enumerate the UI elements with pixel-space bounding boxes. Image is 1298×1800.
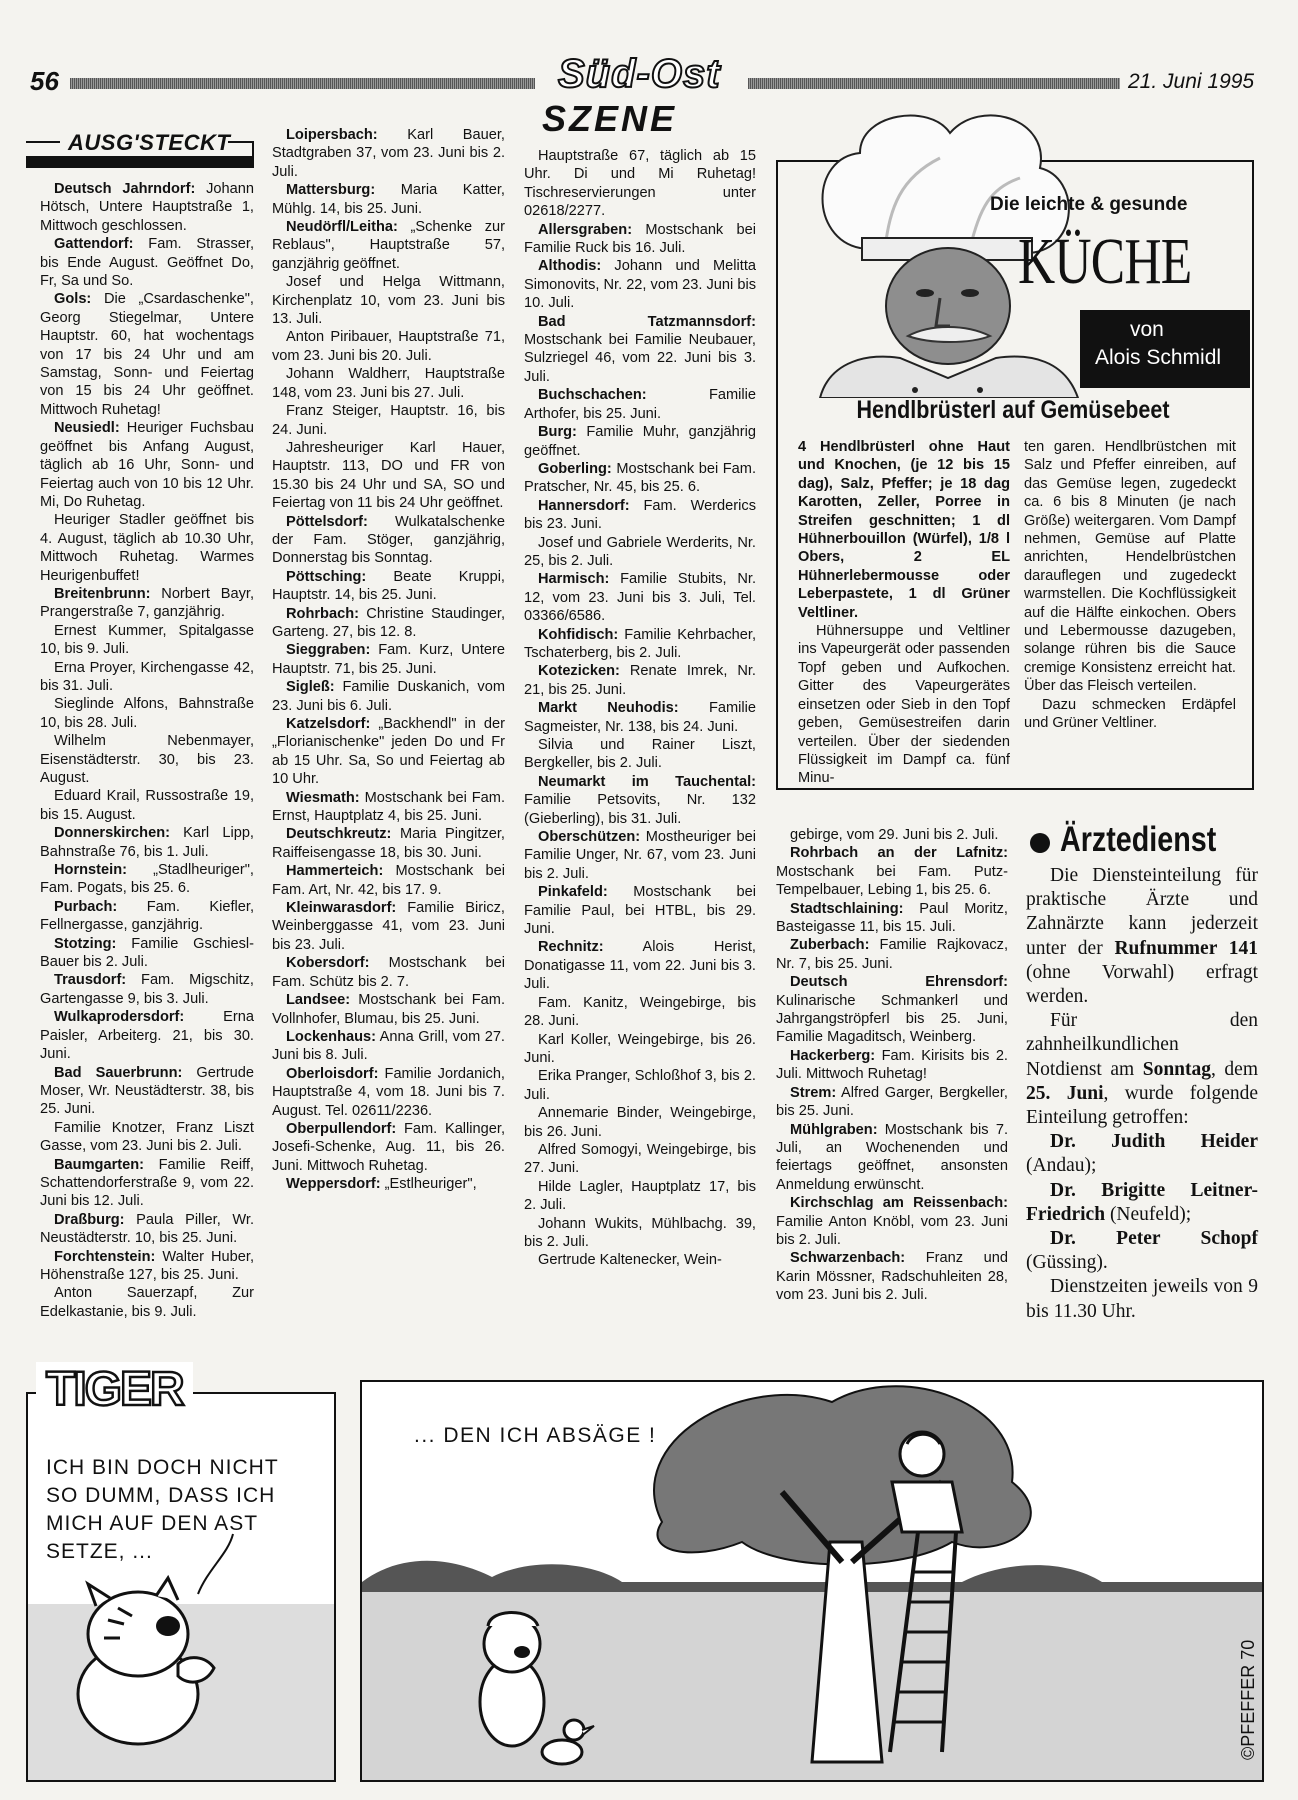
listing-place: Wiesmath:: [286, 789, 360, 806]
listing-entry: [40, 1008, 254, 1063]
listing-place: Pöttsching:: [286, 568, 367, 585]
listing-entry: [272, 825, 505, 862]
doctors-p2-e: , wurde folgende Einteilung getroffen:: [1026, 1082, 1258, 1129]
listing-place: Neusiedl:: [54, 420, 120, 437]
listing-place: Goberling:: [538, 460, 612, 477]
listing-text: Norbert Bayr, Prangerstraße 7, ganzjährig.: [40, 585, 254, 621]
listing-entry: [524, 736, 756, 773]
listing-entry: [272, 402, 505, 439]
listing-text: Kulinarische Schmankerl und Jahrgangströpferl bis 25. Juni, Familie Magaditsch, Weinberg.: [776, 992, 1008, 1046]
doctor-2-place: (Neufeld);: [1105, 1203, 1192, 1225]
listing-entry: [524, 883, 756, 938]
listing-place: Bad Tatzmannsdorf:: [538, 313, 756, 330]
listing-text: Mostschank bei Familie Paul, bei HTBL, bis 29. Juni.: [524, 884, 756, 938]
listing-entry: [524, 662, 756, 699]
listing-text: Paul Moritz, Basteigasse 11, bis 15. Juli.: [776, 900, 1008, 936]
listing-text: „Schenke zur Reblaus", Hauptstraße 57, ganzjährig geöffnet.: [272, 219, 505, 272]
listing-text: Mostschank bis 7. Juli, an Wochenenden und feiertags geöffnet, ansonsten Anmeldung erwünscht.: [776, 1121, 1008, 1193]
listing-text: Familie Petsovits, Nr. 132 (Gieberling), bis 31. Juli.: [524, 792, 756, 827]
listing-text: Familie Reiff, Schattendorferstraße 9, vom 22. Juni bis 12. Juli.: [40, 1156, 254, 1210]
listing-entry: [776, 1249, 1008, 1304]
listing-text: Fam. Migschitz, Gartengasse 9, bis 3. Juli.: [40, 972, 254, 1007]
listing-text: Walter Huber, Höhenstraße 127, bis 25. Juni.: [40, 1248, 254, 1283]
listing-text: Familie Rajkovacz, Nr. 7, bis 25. Juni.: [776, 937, 1008, 972]
listing-entry: [524, 570, 756, 625]
listing-entry: [40, 1156, 254, 1211]
listing-place: Rohrbach an der Lafnitz:: [790, 845, 1008, 862]
listing-place: Pöttelsdorf:: [286, 513, 368, 530]
listing-text: Heuriger Fuchsbau geöffnet bis Anfang August, täglich ab 16 Uhr, Sonn- und Feiertag auch von 10 bis 12 Uhr. Mi, Do Ruhetag.: [40, 420, 254, 510]
listing-place: Neudörfl/Leitha:: [286, 219, 398, 236]
listing-entry: [776, 826, 1008, 844]
listing-text: Johann Waldherr, Hauptstraße 148, vom 23. Juni bis 27. Juli.: [272, 366, 505, 401]
listing-place: Purbach:: [54, 898, 118, 915]
listing-entry: [524, 994, 756, 1031]
listing-text: „Backhendl" in der „Florianischenke" jeden Do und Fr ab 15 Uhr. Sa, So und Feiertag ab 10 Uhr.: [272, 716, 505, 788]
listing-place: Kleinwarasdorf:: [286, 900, 397, 917]
listing-place: Pinkafeld:: [538, 884, 608, 901]
doctor-1-name: Dr. Judith Heider: [1050, 1131, 1258, 1153]
listing-text: Fam. Kurz, Untere Hauptstr. 71, bis 25. Juni.: [272, 642, 505, 677]
listing-entry: [524, 423, 756, 460]
kitchen-subtitle: Die leichte & gesunde: [990, 194, 1188, 215]
listing-entry: [524, 221, 756, 258]
listing-text: Karl Bauer, Stadtgraben 37, vom 23. Juni bis 2. Juli.: [272, 127, 505, 180]
listing-entry: [524, 1215, 756, 1252]
listing-entry: [40, 935, 254, 972]
listing-entry: [524, 386, 756, 423]
listing-entry: [776, 1047, 1008, 1084]
listing-entry: [524, 828, 756, 883]
listing-entry: [272, 605, 505, 642]
listing-place: Markt Neuhodis:: [538, 700, 679, 717]
listing-text: Johann Wukits, Mühlbachg. 39, bis 2. Juli.: [524, 1215, 756, 1250]
listing-place: Mühlgraben:: [790, 1121, 878, 1138]
listing-text: Mostschank bei Fam. Schütz bis 2. 7.: [272, 955, 505, 990]
listing-place: Strem:: [790, 1084, 837, 1101]
listing-place: Trausdorf:: [54, 972, 127, 989]
kitchen-title: KÜCHE: [1018, 225, 1192, 298]
listing-entry: [524, 1031, 756, 1068]
listing-text: Familie Stubits, Nr. 12, vom 23. Juni bis 3. Juli, Tel. 03366/6586.: [524, 571, 756, 625]
listing-place: Deutsch Ehrensdorf:: [790, 974, 1008, 991]
listing-entry: [40, 824, 254, 861]
listing-entry: [272, 954, 505, 991]
listing-text: Renate Imrek, Nr. 21, bis 25. Juni.: [524, 663, 756, 698]
listing-text: Familie Arthofer, bis 25. Juni.: [524, 387, 756, 422]
doctor-1-place: (Andau);: [1026, 1155, 1097, 1177]
doctors-p1-a: Die Diensteinteilung für praktische Ärzte und Zahnärzte kann jederzeit unter der: [1026, 865, 1258, 959]
listing-text: Familie Biricz, Weinberggasse 41, vom 23. Juni bis 23. Juli.: [272, 900, 505, 953]
bullet-icon: [1030, 833, 1050, 853]
listing-text: Familie Duskanich, vom 23. Juni bis 6. Juli.: [272, 679, 505, 714]
listing-place: Sigleß:: [286, 679, 335, 696]
listing-entry: [524, 147, 756, 221]
listing-place: Deutsch Jahrndorf:: [54, 181, 196, 197]
listing-text: Johann Hötsch, Untere Hauptstraße 1, Mittwoch geschlossen.: [40, 181, 254, 234]
listing-place: Hannersdorf:: [538, 497, 630, 514]
comic-signature: ©PFEFFER 70: [1238, 1639, 1258, 1760]
listing-entry: [272, 862, 505, 899]
comic-title: TIGER: [36, 1362, 193, 1417]
listing-text: Familie Muhr, ganzjährig geöffnet.: [524, 424, 756, 459]
masthead-line2: SZENE: [542, 98, 678, 139]
page-number: 56: [30, 66, 59, 96]
listing-text: Mostschank bei Fam. Putz-Tempelbauer, Lebing 1, bis 25. 6.: [776, 863, 1008, 899]
listing-text: Karl Lipp, Bahnstraße 76, bis 1. Juli.: [40, 825, 254, 860]
listing-place: Kirchschlag am Reissenbach:: [790, 1195, 1008, 1212]
listing-entry: [272, 218, 505, 273]
listing-place: Katzelsdorf:: [286, 716, 371, 732]
doctors-title: Ärztedienst: [1060, 820, 1217, 859]
listing-place: Harmisch:: [538, 571, 610, 588]
listing-entry: [776, 973, 1008, 1047]
listing-place: Allersgraben:: [538, 221, 633, 238]
listing-entry: [272, 899, 505, 954]
doctors-p2-sunday: Sonntag: [1142, 1058, 1212, 1080]
listing-text: Anton Sauerzapf, Zur Edelkastanie, bis 9. Juli.: [40, 1285, 254, 1320]
listing-entry: [40, 659, 254, 696]
comic-strip: [26, 1362, 1264, 1782]
listing-entry: [524, 1178, 756, 1215]
listing-text: Josef und Helga Wittmann, Kirchenplatz 10, vom 23. Juni bis 13. Juli.: [272, 274, 505, 328]
listing-entry: [40, 622, 254, 659]
listing-entry: [272, 365, 505, 402]
listing-place: Landsee:: [286, 992, 351, 1009]
comic-bubble-1: ICH BIN DOCH NICHT SO DUMM, DASS ICH MICH AUF DEN AST SETZE, ...: [46, 1456, 279, 1563]
listing-text: Die „Csardaschenke", Georg Stiegelmar, Untere Hauptstr. 60, hat wochentags von 17 bis 24 Uhr und am Samstag, Sonn- und Feiertag von 15 bis 24 Uhr geöffnet. Mittwoch Ruhetag!: [40, 291, 254, 418]
listing-entry: [272, 568, 505, 605]
listing-entry: [272, 439, 505, 513]
author-von: von: [1130, 318, 1164, 341]
listing-text: Silvia und Rainer Liszt, Bergkeller, bis 2. Juli.: [524, 737, 756, 772]
listing-column-3: [524, 147, 756, 1270]
listing-entry: [40, 180, 254, 235]
listing-entry: [40, 732, 254, 787]
listing-text: „Estlheuriger",: [380, 1176, 477, 1193]
listing-text: Fam. Kiefler, Fellnergasse, ganzjährig.: [40, 898, 254, 934]
listing-entry: [524, 497, 756, 534]
recipe-title: Hendlbrüsterl auf Gemüsebeet: [856, 396, 1170, 424]
listing-entry: [40, 1211, 254, 1248]
listing-column-1: [40, 180, 254, 1321]
listing-text: Mostheuriger bei Familie Unger, Nr. 67, vom 23. Juni bis 2. Juli.: [524, 829, 756, 882]
listing-entry: [40, 1284, 254, 1321]
listing-place: Deutschkreutz:: [286, 826, 392, 843]
listing-text: Hilde Lagler, Hauptplatz 17, bis 2. Juli.: [524, 1178, 756, 1214]
listing-text: Mostschank bei Fam. Vollnhofer, Blumau, bis 25. Juni.: [272, 992, 505, 1027]
recipe-serving: Dazu schmecken Erdäpfel und Grüner Veltliner.: [1024, 696, 1236, 732]
doctor-3-name: Dr. Peter Schopf: [1050, 1228, 1258, 1250]
listing-entry: [40, 861, 254, 898]
listing-entry: [272, 789, 505, 826]
listing-entry: [524, 773, 756, 828]
listing-entry: [40, 290, 254, 419]
listing-place: Hackerberg:: [790, 1047, 876, 1064]
listing-entry: [40, 1248, 254, 1285]
listing-place: Hammerteich:: [286, 863, 384, 880]
author-name: Alois Schmidl: [1095, 346, 1222, 369]
listing-text: Anton Piribauer, Hauptstraße 71, vom 23. Juni bis 20. Juli.: [272, 329, 505, 364]
listing-entry: [40, 695, 254, 732]
doctor-3-place: (Güssing).: [1026, 1252, 1108, 1274]
listing-text: Franz und Karin Mössner, Radschuhleiten 28, vom 23. Juni bis 2. Juli.: [776, 1250, 1008, 1304]
listing-text: Franz Steiger, Hauptstr. 16, bis 24. Juni.: [272, 403, 505, 438]
listing-place: Forchtenstein:: [54, 1248, 156, 1265]
listing-text: Fam. Strasser, bis Ende August. Geöffnet Do, Fr, Sa und So.: [40, 236, 254, 290]
listing-text: Paula Piller, Wr. Neustädterstr. 10, bis 25. Juni.: [40, 1211, 254, 1247]
listing-place: Lockenhaus:: [286, 1028, 377, 1045]
listing-place: Oberloisdorf:: [286, 1065, 379, 1082]
listing-entry: [272, 715, 505, 789]
header-rule-left: [70, 78, 535, 89]
listing-text: Erna Paisler, Arbeiterg. 21, bis 30. Juni.: [40, 1009, 254, 1063]
listing-entry: [40, 971, 254, 1008]
comic-panel-1: [26, 1392, 336, 1782]
recipe-method-right: ten garen. Hendlbrüstchen mit Salz und Pfeffer einreiben, auf das Gemüse legen, zugedeckt ca. 6 bis 8 Minuten (je nach Größe) weitergaren. Vom Dampf nehmen, Gemüse auf Platte anrichten, Hendelbrüstchen darauflegen und zugedeckt warmstellen. Die Kochflüssigkeit auf die Hälfte einkochen. Obers und Lebermousse dazugeben, solange rühren bis die Sauce cremige Konsistenz erreicht hat. Über das Fleisch verteilen.: [1024, 439, 1236, 695]
listing-text: Familie Gschiesl-Bauer bis 2. Juli.: [40, 935, 254, 971]
listing-entry: [524, 313, 756, 387]
listing-text: Mostschank bei Familie Neubauer, Sulzriegel 46, vom 22. Juni bis 3. Juli.: [524, 332, 756, 385]
listing-place: Gattendorf:: [54, 236, 134, 253]
listing-entry: [272, 126, 505, 181]
listing-text: Eduard Krail, Russostraße 19, bis 15. August.: [40, 788, 254, 823]
listing-text: Jahresheuriger Karl Hauer, Hauptstr. 113, DO und FR von 15.30 bis 24 Uhr und SA, SO und Feiertag von 11 bis 24 Uhr geöffnet.: [272, 439, 505, 512]
listing-place: Bad Sauerbrunn:: [54, 1064, 183, 1081]
listing-place: Kobersdorf:: [286, 955, 370, 972]
listing-column-4: [776, 826, 1008, 1305]
listing-entry: [40, 1119, 254, 1156]
listing-text: Alfred Somogyi, Weingebirge, bis 27. Juni.: [524, 1141, 756, 1177]
listing-text: Karl Koller, Weingebirge, bis 26. Juni.: [524, 1031, 756, 1066]
listing-text: Johann und Melitta Simonovits, Nr. 22, vom 23. Juni bis 10. Juli.: [524, 258, 756, 312]
listing-entry: [776, 1121, 1008, 1195]
listing-entry: [272, 328, 505, 365]
listing-place: Sieggraben:: [286, 642, 371, 659]
listing-text: Fam. Kallinger, Josefi-Schenke, Aug. 11, bis 26. Juni. Mittwoch Ruhetag.: [272, 1120, 505, 1174]
listing-text: Maria Pingitzer, Raiffeisengasse 18, bis 30. Juni.: [272, 826, 505, 861]
listing-text: Mostschank bei Fam. Ernst, Hauptplatz 4, bis 25. Juni.: [272, 789, 505, 825]
listing-entry: [272, 1120, 505, 1175]
listing-text: Alfred Garger, Bergkeller, bis 25. Juni.: [776, 1084, 1008, 1120]
listing-entry: [776, 844, 1008, 899]
masthead: [520, 52, 740, 144]
listing-entry: [776, 1194, 1008, 1249]
recipe-ingredients: 4 Hendlbrüsterl ohne Haut und Knochen, (je 12 bis 15 dag), Salz, Pfeffer; je 18 dag Karotten, Zeller, Porree in Streifen geschnitten; 1 dl Hühnerbouillon (Würfel), 1/8 l Obers, 2 EL Hühnerlebermousse oder Leberpastete, 1 dl Grüner Veltliner.: [798, 439, 1010, 621]
section-title-frame: [26, 130, 254, 170]
doctor-2-name: Dr. Brigitte Leitner-Friedrich: [1026, 1179, 1258, 1225]
listing-text: Ernest Kummer, Spitalgasse 10, bis 9. Juli.: [40, 622, 254, 658]
listing-text: Mostschank bei Fam. Pratscher, Nr. 45, bis 25. 6.: [524, 460, 756, 496]
listing-place: Stotzing:: [54, 935, 117, 952]
recipe-method-left: Hühnersuppe und Veltliner ins Vapeurgerät oder passenden Topf geben und Aufkochen. Gitter des Vapeurgerätes einsetzen oder Sieb in den Topf geben, Gemüsestreifen darin verteilen. Über der siedenden Flüssigkeit im Dampf ca. fünf Minu-: [798, 623, 1010, 787]
doctors-p2-date: 25. Juni: [1026, 1082, 1104, 1104]
listing-text: Beate Kruppi, Hauptstr. 14, bis 25. Juni.: [272, 568, 505, 604]
listing-entry: [776, 900, 1008, 937]
listing-entry: [272, 1065, 505, 1120]
listing-text: Familie Knotzer, Franz Liszt Gasse, vom 23. Juni bis 2. Juli.: [40, 1119, 254, 1155]
doctors-hours: Dienstzeiten jeweils von 9 bis 11.30 Uhr.: [1026, 1276, 1258, 1322]
listing-text: Familie Jordanich, Hauptstraße 4, vom 18. Juni bis 7. August. Tel. 02611/2236.: [272, 1065, 505, 1119]
listing-entry: [524, 534, 756, 571]
listing-entry: [272, 678, 505, 715]
comic-panel-1-art: [28, 1394, 334, 1780]
listing-place: Schwarzenbach:: [790, 1250, 906, 1267]
comic-bubble-2: ... DEN ICH ABSÄGE !: [414, 1424, 657, 1447]
listing-entry: [40, 511, 254, 585]
listing-text: Alois Herist, Donatigasse 11, vom 22. Juni bis 3. Juli.: [524, 939, 756, 993]
masthead-line1: Süd-Ost: [558, 52, 721, 96]
recipe-left-column: [798, 438, 1010, 788]
listing-entry: [524, 1251, 756, 1269]
listing-entry: [776, 1084, 1008, 1121]
listing-entry: [272, 513, 505, 568]
listing-text: Familie Anton Knöbl, vom 23. Juni bis 2. Juli.: [776, 1213, 1008, 1248]
listing-place: Donnerskirchen:: [54, 825, 170, 842]
listing-text: Anna Grill, vom 27. Juni bis 8. Juli.: [272, 1028, 505, 1064]
listing-entry: [272, 1028, 505, 1065]
listing-text: Wilhelm Nebenmayer, Eisenstädterstr. 30, bis 23. August.: [40, 733, 254, 786]
listing-text: Hauptstraße 67, täglich ab 15 Uhr. Di und Mi Ruhetag! Tischreservierungen unter 02618/2277.: [524, 148, 756, 220]
listing-entry: [776, 936, 1008, 973]
listing-entry: [524, 257, 756, 312]
listing-text: Mostschank bei Familie Ruck bis 16. Juli.: [524, 221, 756, 257]
listing-text: Familie Sagmeister, Nr. 138, bis 24. Juni.: [524, 700, 756, 735]
listing-entry: [524, 699, 756, 736]
listing-entry: [272, 991, 505, 1028]
listing-place: Neumarkt im Tauchental:: [538, 773, 756, 790]
listing-text: gebirge, vom 29. Juni bis 2. Juli.: [790, 827, 999, 843]
listing-entry: [40, 787, 254, 824]
listing-place: Buchschachen:: [538, 387, 647, 404]
listing-place: Breitenbrunn:: [54, 585, 151, 602]
listing-text: Annemarie Binder, Weingebirge, bis 26. Juni.: [524, 1105, 756, 1140]
listing-text: Fam. Werderics bis 23. Juni.: [524, 497, 756, 533]
listing-entry: [524, 460, 756, 497]
listing-place: Hornstein:: [54, 862, 127, 879]
listing-text: Gertrude Kaltenecker, Wein-: [538, 1252, 722, 1269]
doctors-p2-a: Für den zahnheilkundlichen Notdienst am: [1026, 1010, 1258, 1080]
listing-entry: [524, 1104, 756, 1141]
listing-entry: [524, 626, 756, 663]
listing-place: Oberschützen:: [538, 829, 641, 846]
issue-date: 21. Juni 1995: [1128, 70, 1255, 93]
doctors-text: [1026, 864, 1258, 1324]
listing-place: Althodis:: [538, 258, 602, 275]
doctors-p2-c: , dem: [1211, 1058, 1258, 1080]
listing-entry: [40, 898, 254, 935]
listing-column-2: [272, 126, 505, 1194]
header-rule-right: [748, 78, 1120, 89]
listing-text: Heuriger Stadler geöffnet bis 4. August, täglich ab 10.30 Uhr, Mittwoch Ruhetag. Warmes Heurigenbuffet!: [40, 512, 254, 584]
doctors-p1-c: (ohne Vorwahl) erfragt werden.: [1026, 961, 1258, 1008]
listing-place: Oberpullendorf:: [286, 1120, 397, 1137]
listing-entry: [524, 938, 756, 993]
listing-place: Stadtschlaining:: [790, 900, 904, 917]
listing-place: Zuberbach:: [790, 937, 870, 954]
listing-entry: [272, 273, 505, 328]
listing-text: Fam. Kirisits bis 2. Juli. Mittwoch Ruhetag!: [776, 1047, 1008, 1083]
listing-place: Kotezicken:: [538, 663, 620, 680]
listing-text: Maria Katter, Mühlg. 14, bis 25. Juni.: [272, 182, 505, 217]
listing-text: Gertrude Moser, Wr. Neustädterstr. 38, bis 25. Juni.: [40, 1064, 254, 1118]
listing-entry: [272, 181, 505, 218]
listing-entry: [40, 419, 254, 511]
listing-entry: [524, 1141, 756, 1178]
listing-text: Christine Staudinger, Garteng. 27, bis 12. 8.: [272, 605, 505, 640]
phone-number: Rufnummer 141: [1114, 937, 1258, 959]
listing-text: Fam. Kanitz, Weingebirge, bis 28. Juni.: [524, 994, 756, 1030]
listing-text: Erna Proyer, Kirchengasse 42, bis 31. Juli.: [40, 659, 254, 694]
listing-entry: [272, 1175, 505, 1193]
listing-text: Josef und Gabriele Werderits, Nr. 25, bis 2. Juli.: [524, 534, 756, 569]
section-title: AUSG'STECKT: [68, 130, 231, 155]
listing-text: Erika Pranger, Schloßhof 3, bis 2. Juli.: [524, 1068, 756, 1103]
listing-text: Mostschank bei Fam. Art, Nr. 42, bis 17. 9.: [272, 863, 505, 898]
listing-text: „Stadlheuriger", Fam. Pogats, bis 25. 6.: [40, 862, 254, 897]
listing-entry: [40, 235, 254, 290]
listing-text: Sieglinde Alfons, Bahnstraße 10, bis 28. Juli.: [40, 696, 254, 731]
listing-place: Rechnitz:: [538, 939, 604, 956]
listing-entry: [40, 585, 254, 622]
listing-place: Mattersburg:: [286, 182, 376, 199]
listing-place: Draßburg:: [54, 1211, 125, 1228]
recipe-right-column: [1024, 438, 1236, 733]
listing-place: Weppersdorf:: [286, 1176, 381, 1193]
listing-place: Kohfidisch:: [538, 626, 619, 643]
listing-place: Burg:: [538, 424, 577, 441]
listing-entry: [40, 1064, 254, 1119]
listing-entry: [524, 1067, 756, 1104]
listing-place: Rohrbach:: [286, 605, 359, 622]
listing-place: Baumgarten:: [54, 1156, 145, 1173]
listing-place: Wulkaprodersdorf:: [54, 1009, 185, 1026]
listing-place: Gols:: [54, 291, 92, 308]
listing-text: Wulkatalschenke der Fam. Stöger, ganzjährig, Donnerstag bis Sonntag.: [272, 513, 505, 567]
listing-text: Familie Kehrbacher, Tschaterberg, bis 2. Juli.: [524, 626, 756, 661]
listing-place: Loipersbach:: [286, 127, 378, 143]
listing-entry: [272, 641, 505, 678]
